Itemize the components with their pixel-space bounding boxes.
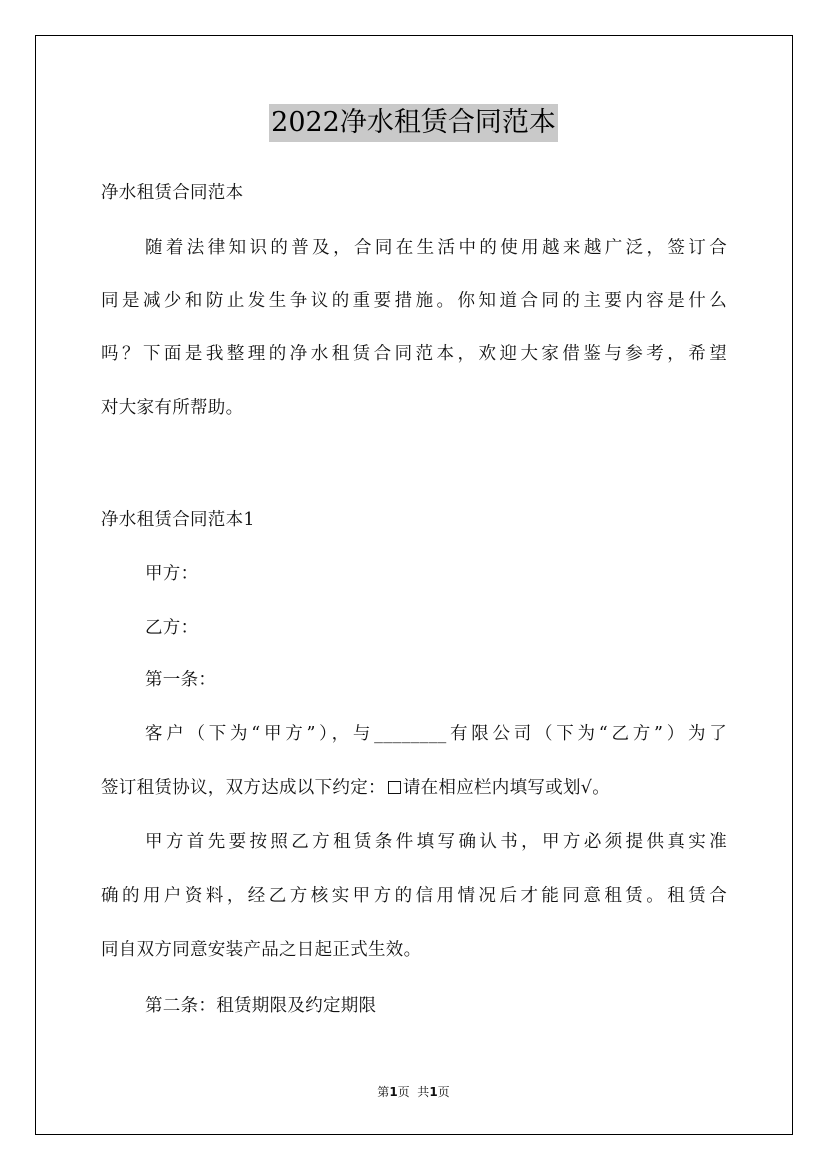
clause1-line-2 — [101, 776, 610, 800]
party-b-label: 乙方： — [145, 618, 199, 638]
clause2-line-2: 确的用户资料，经乙方核实甲方的信用情况后才能同意租赁。租赁合 — [101, 886, 727, 906]
title-container — [0, 104, 827, 142]
clause1-line-2-instruction: 请在相应栏内填写或划√。 — [402, 778, 611, 798]
clause2-line-1: 甲方首先要按照乙方租赁条件填写确认书，甲方必须提供真实准 — [145, 832, 727, 852]
intro-line-1: 随着法律知识的普及，合同在生活中的使用越来越广泛，签订合 — [145, 238, 727, 258]
clause2-line-3: 同自双方同意安装产品之日起正式生效。 — [101, 940, 422, 960]
clause1-line-2-text: 签订租赁协议，双方达成以下约定： — [101, 778, 386, 798]
clause1-line-1: 客户（下为“甲方”），与________有限公司（下为“乙方”）为了 — [145, 724, 727, 744]
party-a-label: 甲方： — [145, 564, 199, 584]
footer-page-mid: 页 共 — [397, 1085, 430, 1099]
footer-page-prefix: 第 — [377, 1085, 390, 1099]
intro-line-4: 对大家有所帮助。 — [101, 398, 244, 418]
article-2-heading: 第二条：租赁期限及约定期限 — [145, 996, 377, 1016]
page-footer — [0, 1084, 827, 1100]
checkbox-icon — [388, 781, 401, 794]
article-1-heading: 第一条： — [145, 670, 217, 690]
footer-page-total: 1 — [429, 1085, 438, 1099]
contract-sample-heading: 净水租赁合同范本1 — [101, 510, 255, 530]
intro-line-2: 同是减少和防止发生争议的重要措施。你知道合同的主要内容是什么 — [101, 291, 727, 311]
document-title: 2022净水租赁合同范本 — [269, 104, 558, 142]
intro-line-3: 吗？下面是我整理的净水租赁合同范本，欢迎大家借鉴与参考，希望 — [101, 344, 727, 364]
section-heading: 净水租赁合同范本 — [101, 183, 244, 203]
footer-page-suffix: 页 — [437, 1085, 450, 1099]
footer-page-number: 1 — [389, 1085, 398, 1099]
